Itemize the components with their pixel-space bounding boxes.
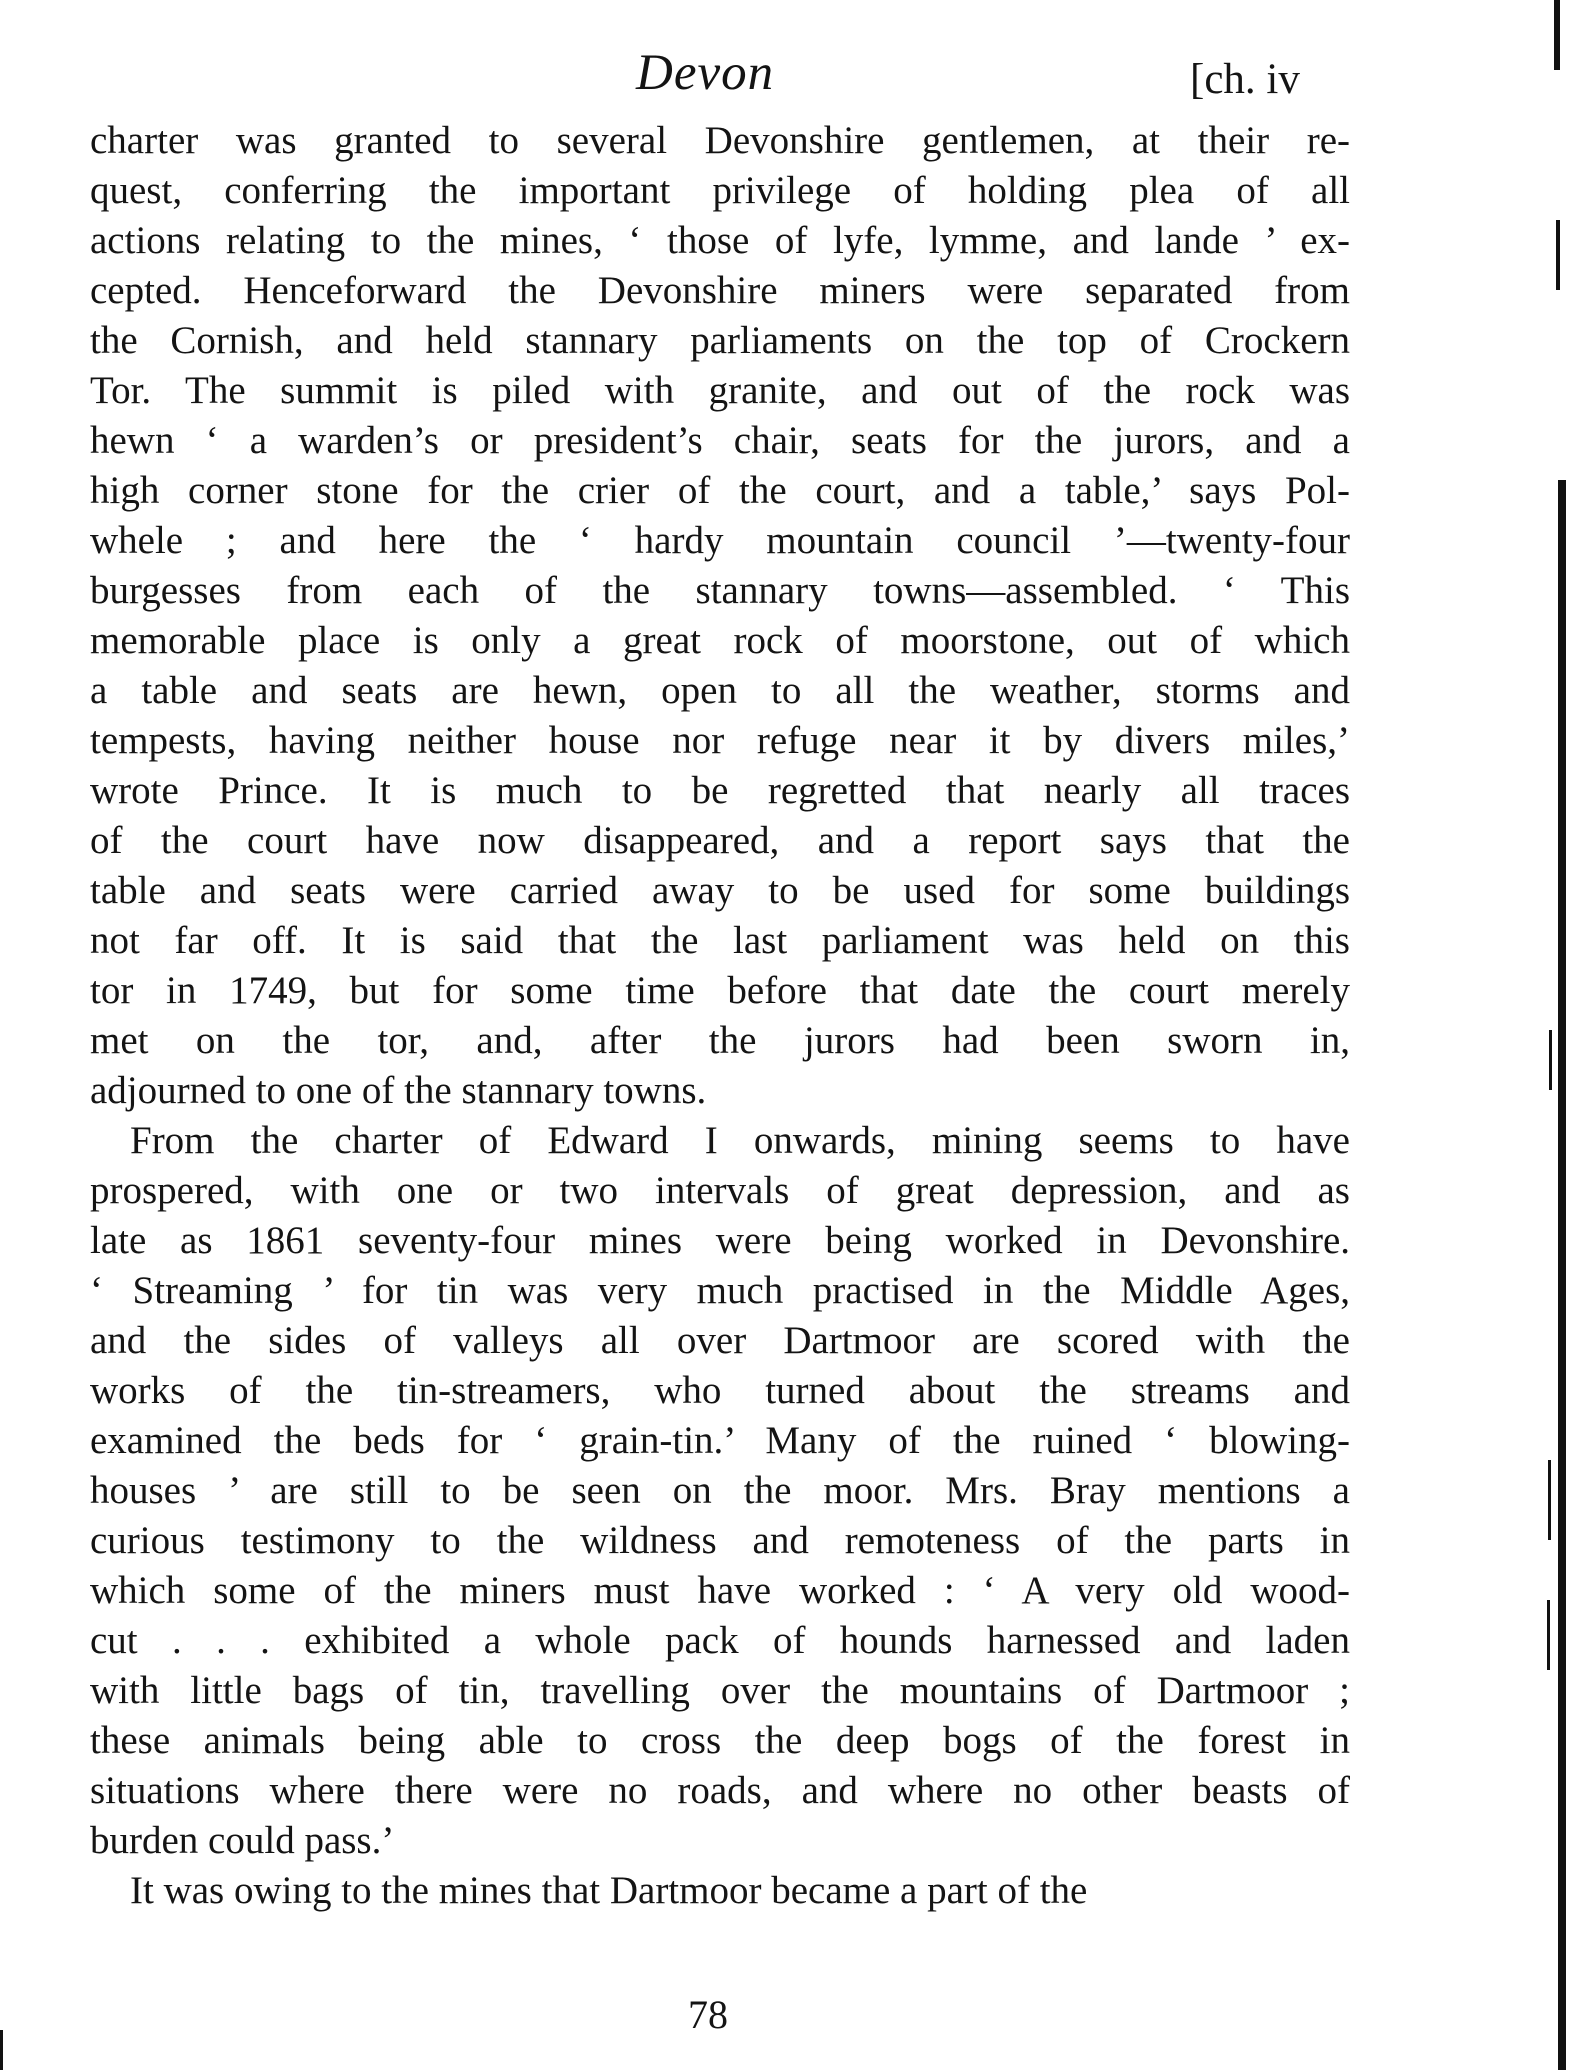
text-line: table and seats were carried away to be used for some buildings bbox=[90, 869, 1350, 912]
running-title: Devon bbox=[636, 45, 775, 101]
scan-edge-mark bbox=[1548, 1460, 1551, 1540]
page-number: 78 bbox=[688, 1992, 728, 2037]
scan-edge-mark bbox=[1547, 1600, 1550, 1670]
scan-edge-mark bbox=[1556, 220, 1560, 290]
text-line: actions relating to the mines, ‘ those of lyfe, lymme, and lande ’ ex- bbox=[90, 219, 1350, 262]
text-line: late as 1861 seventy-four mines were being worked in Devonshire. bbox=[90, 1219, 1350, 1262]
text-line: not far off. It is said that the last parliament was held on this bbox=[90, 919, 1350, 962]
text-line: works of the tin-streamers, who turned about the streams and bbox=[90, 1369, 1350, 1412]
text-line: met on the tor, and, after the jurors had been sworn in, bbox=[90, 1019, 1350, 1062]
text-line: whele ; and here the ‘ hardy mountain council ’—twenty-four bbox=[90, 519, 1350, 562]
text-line: memorable place is only a great rock of moorstone, out of which bbox=[90, 619, 1350, 662]
text-line: prospered, with one or two intervals of great depression, and as bbox=[90, 1169, 1350, 1212]
text-line: tempests, having neither house nor refuge near it by divers miles,’ bbox=[90, 719, 1350, 762]
scan-edge-mark bbox=[0, 2030, 3, 2070]
text-line: burgesses from each of the stannary towns—assembled. ‘ This bbox=[90, 569, 1350, 612]
text-line: these animals being able to cross the deep bogs of the forest in bbox=[90, 1719, 1350, 1762]
text-line: hewn ‘ a warden’s or president’s chair, seats for the jurors, and a bbox=[90, 419, 1350, 462]
scan-edge-mark bbox=[1558, 480, 1566, 2070]
text-line: quest, conferring the important privilege of holding plea of all bbox=[90, 169, 1350, 212]
text-line: charter was granted to several Devonshire gentlemen, at their re- bbox=[90, 119, 1350, 162]
text-line: which some of the miners must have worked : ‘ A very old wood- bbox=[90, 1569, 1350, 1612]
text-line: houses ’ are still to be seen on the moor. Mrs. Bray mentions a bbox=[90, 1469, 1350, 1512]
paragraph-first-line: It was owing to the mines that Dartmoor became a part of the bbox=[130, 1869, 1088, 1912]
text-line: examined the beds for ‘ grain-tin.’ Many of the ruined ‘ blowing- bbox=[90, 1419, 1350, 1462]
text-line: cepted. Henceforward the Devonshire miners were separated from bbox=[90, 269, 1350, 312]
text-line: Tor. The summit is piled with granite, and out of the rock was bbox=[90, 369, 1350, 412]
text-line: the Cornish, and held stannary parliaments on the top of Crockern bbox=[90, 319, 1350, 362]
body-text bbox=[90, 116, 1350, 1916]
scan-edge-mark bbox=[1554, 0, 1560, 70]
text-line: with little bags of tin, travelling over the mountains of Dartmoor ; bbox=[90, 1669, 1350, 1712]
scan-edge-mark bbox=[1549, 1030, 1552, 1090]
text-line: and the sides of valleys all over Dartmoor are scored with the bbox=[90, 1319, 1350, 1362]
text-line: tor in 1749, but for some time before that date the court merely bbox=[90, 969, 1350, 1012]
running-chapter: [ch. iv bbox=[1190, 56, 1300, 103]
text-line: high corner stone for the crier of the court, and a table,’ says Pol- bbox=[90, 469, 1350, 512]
text-line: wrote Prince. It is much to be regretted that nearly all traces bbox=[90, 769, 1350, 812]
text-line: ‘ Streaming ’ for tin was very much practised in the Middle Ages, bbox=[90, 1269, 1350, 1312]
text-line: a table and seats are hewn, open to all the weather, storms and bbox=[90, 669, 1350, 712]
paragraph-last-line: burden could pass.’ bbox=[90, 1819, 395, 1862]
paragraph-first-line: From the charter of Edward I onwards, mining seems to have bbox=[130, 1119, 1350, 1162]
paragraph-last-line: adjourned to one of the stannary towns. bbox=[90, 1069, 707, 1112]
text-line: situations where there were no roads, and where no other beasts of bbox=[90, 1769, 1350, 1812]
text-line: curious testimony to the wildness and remoteness of the parts in bbox=[90, 1519, 1350, 1562]
text-line: of the court have now disappeared, and a report says that the bbox=[90, 819, 1350, 862]
text-line: cut . . . exhibited a whole pack of hounds harnessed and laden bbox=[90, 1619, 1350, 1662]
